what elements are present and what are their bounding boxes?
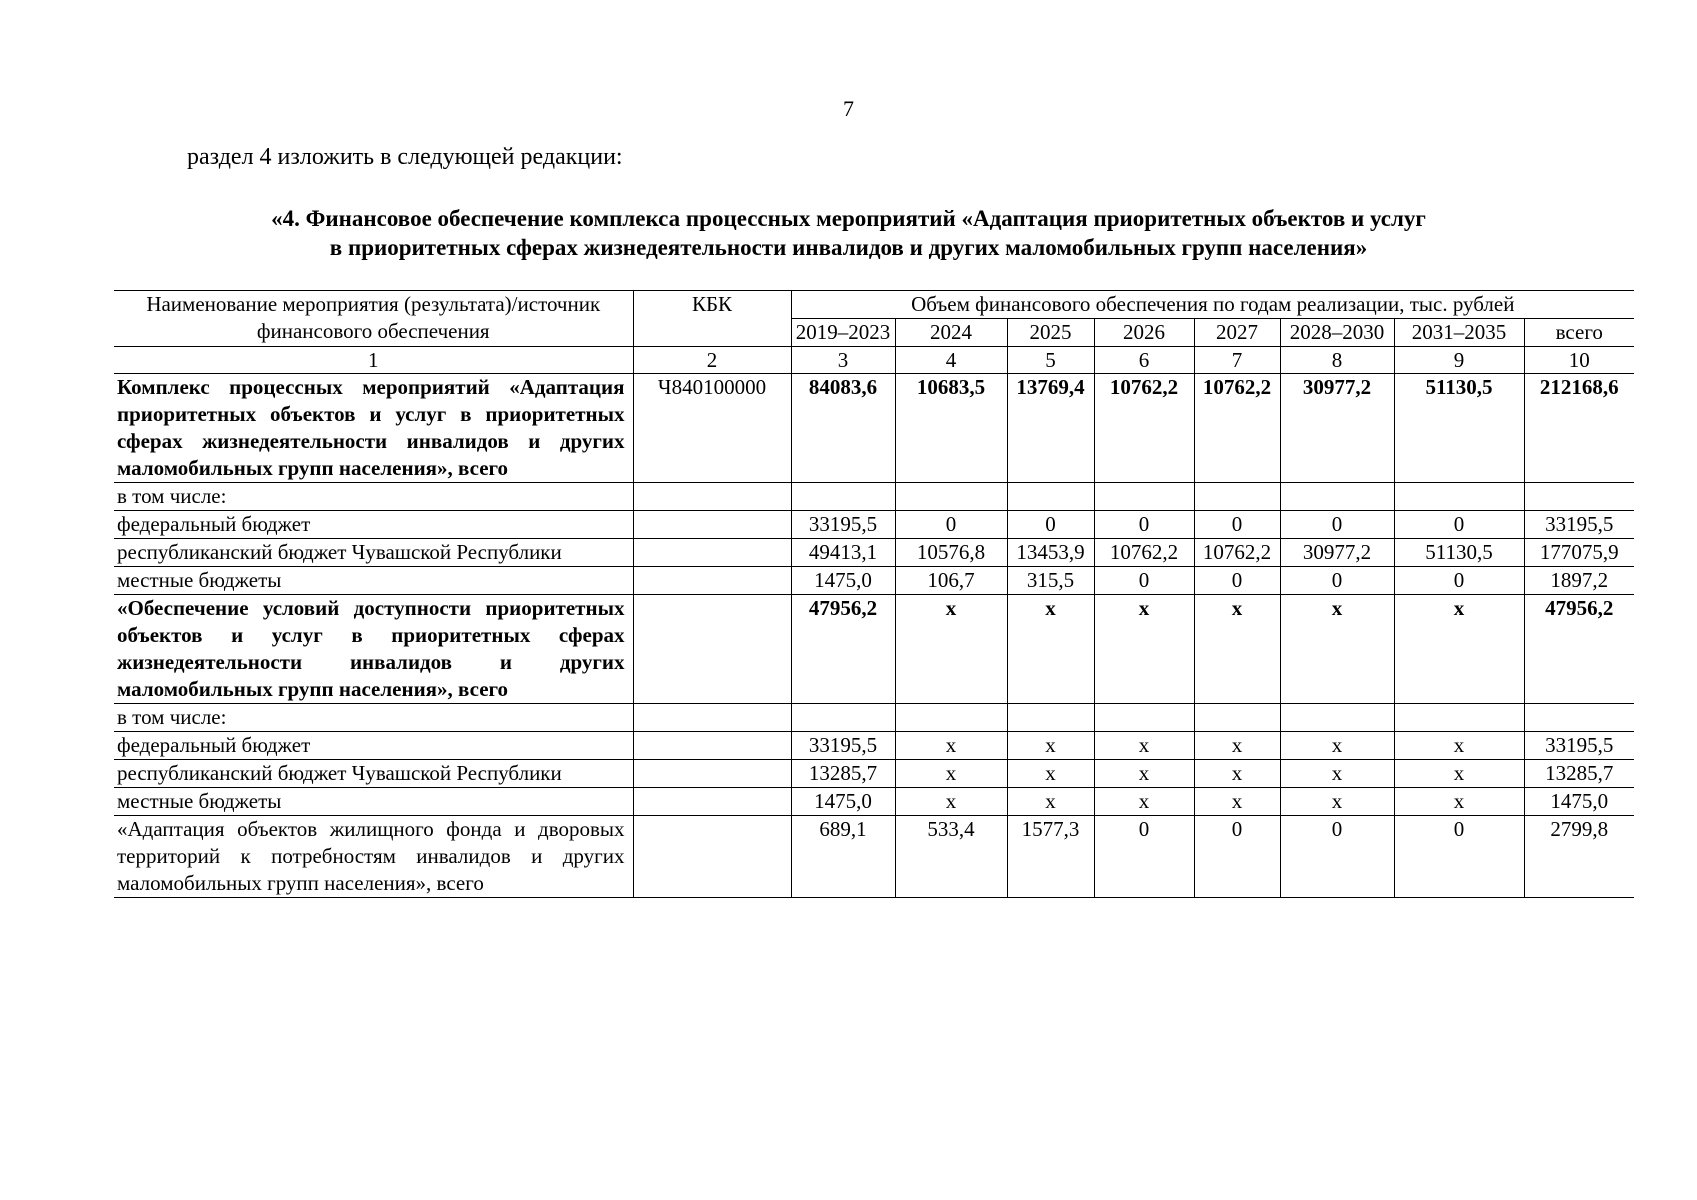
row-value-cell: 13285,7 bbox=[791, 760, 895, 788]
row-value-cell: x bbox=[1094, 760, 1194, 788]
column-number-cell: 2 bbox=[633, 347, 791, 374]
row-value-cell bbox=[895, 704, 1007, 732]
row-value-cell: x bbox=[1394, 760, 1524, 788]
header-year-cell: 2024 bbox=[895, 319, 1007, 347]
row-value-cell bbox=[791, 483, 895, 511]
row-value-cell: 10762,2 bbox=[1194, 374, 1280, 483]
row-value-cell: 0 bbox=[1094, 511, 1194, 539]
row-value-cell: 0 bbox=[1194, 816, 1280, 898]
header-year-cell: 2019–2023 bbox=[791, 319, 895, 347]
row-name-cell: в том числе: bbox=[114, 704, 633, 732]
row-value-cell: 51130,5 bbox=[1394, 374, 1524, 483]
intro-text: раздел 4 изложить в следующей редакции: bbox=[187, 144, 623, 170]
row-name-cell: «Обеспечение условий доступности приоритетных объектов и услуг в приоритетных сферах жизнедеятельности инвалидов и других маломобильных групп населения», всего bbox=[114, 595, 633, 704]
row-value-cell: 0 bbox=[1194, 567, 1280, 595]
row-value-cell: 0 bbox=[1007, 511, 1094, 539]
page-number: 7 bbox=[843, 96, 854, 121]
column-number-cell: 8 bbox=[1280, 347, 1394, 374]
row-total-cell: 47956,2 bbox=[1524, 595, 1634, 704]
table-row bbox=[114, 483, 1634, 511]
column-number-cell: 3 bbox=[791, 347, 895, 374]
row-value-cell: 10683,5 bbox=[895, 374, 1007, 483]
row-value-cell: 30977,2 bbox=[1280, 539, 1394, 567]
column-number-cell: 9 bbox=[1394, 347, 1524, 374]
row-value-cell: 106,7 bbox=[895, 567, 1007, 595]
row-value-cell bbox=[1194, 483, 1280, 511]
row-name-cell: республиканский бюджет Чувашской Республики bbox=[114, 760, 633, 788]
header-year-cell: 2025 bbox=[1007, 319, 1094, 347]
row-value-cell: x bbox=[1394, 732, 1524, 760]
row-value-cell bbox=[1394, 704, 1524, 732]
row-value-cell: x bbox=[1094, 788, 1194, 816]
table-header-row-1 bbox=[114, 291, 1634, 319]
row-value-cell: x bbox=[1194, 732, 1280, 760]
header-year-cell: 2031–2035 bbox=[1394, 319, 1524, 347]
row-value-cell: 0 bbox=[1394, 816, 1524, 898]
table-row bbox=[114, 511, 1634, 539]
section-title-line-1: «4. Финансовое обеспечение комплекса процессных мероприятий «Адаптация приоритетных объектов и услуг bbox=[271, 206, 1426, 231]
row-total-cell: 13285,7 bbox=[1524, 760, 1634, 788]
row-value-cell: 49413,1 bbox=[791, 539, 895, 567]
header-year-cell: 2028–2030 bbox=[1280, 319, 1394, 347]
row-value-cell: 0 bbox=[895, 511, 1007, 539]
row-value-cell bbox=[1280, 483, 1394, 511]
row-value-cell: x bbox=[1280, 788, 1394, 816]
row-value-cell: 0 bbox=[1194, 511, 1280, 539]
row-value-cell bbox=[1394, 483, 1524, 511]
row-kbk-cell bbox=[633, 732, 791, 760]
column-number-cell: 10 bbox=[1524, 347, 1634, 374]
row-total-cell: 33195,5 bbox=[1524, 732, 1634, 760]
row-name-cell: «Адаптация объектов жилищного фонда и дворовых территорий к потребностям инвалидов и других маломобильных групп населения», всего bbox=[114, 816, 633, 898]
row-value-cell: 533,4 bbox=[895, 816, 1007, 898]
column-number-cell: 6 bbox=[1094, 347, 1194, 374]
column-number-cell: 5 bbox=[1007, 347, 1094, 374]
row-value-cell bbox=[1194, 704, 1280, 732]
header-name-cell: Наименование мероприятия (результата)/источник финансового обеспечения bbox=[114, 291, 633, 347]
row-kbk-cell: Ч840100000 bbox=[633, 374, 791, 483]
row-kbk-cell bbox=[633, 704, 791, 732]
row-kbk-cell bbox=[633, 567, 791, 595]
row-total-cell: 2799,8 bbox=[1524, 816, 1634, 898]
row-value-cell: 10762,2 bbox=[1094, 539, 1194, 567]
row-value-cell bbox=[791, 704, 895, 732]
row-value-cell: x bbox=[895, 732, 1007, 760]
row-value-cell: 10762,2 bbox=[1094, 374, 1194, 483]
row-name-cell: Комплекс процессных мероприятий «Адаптация приоритетных объектов и услуг в приоритетных сферах жизнедеятельности инвалидов и других маломобильных групп населения», всего bbox=[114, 374, 633, 483]
row-value-cell: 0 bbox=[1280, 511, 1394, 539]
row-kbk-cell bbox=[633, 816, 791, 898]
row-name-cell: федеральный бюджет bbox=[114, 511, 633, 539]
row-value-cell: x bbox=[1280, 760, 1394, 788]
row-value-cell: x bbox=[1394, 788, 1524, 816]
row-value-cell: 84083,6 bbox=[791, 374, 895, 483]
row-value-cell: 1475,0 bbox=[791, 788, 895, 816]
row-value-cell: x bbox=[895, 595, 1007, 704]
row-name-cell: местные бюджеты bbox=[114, 788, 633, 816]
row-total-cell: 177075,9 bbox=[1524, 539, 1634, 567]
table-row bbox=[114, 595, 1634, 704]
row-total-cell: 1475,0 bbox=[1524, 788, 1634, 816]
row-value-cell: 1475,0 bbox=[791, 567, 895, 595]
row-value-cell: x bbox=[1007, 760, 1094, 788]
row-value-cell: 13453,9 bbox=[1007, 539, 1094, 567]
row-name-cell: местные бюджеты bbox=[114, 567, 633, 595]
row-kbk-cell bbox=[633, 788, 791, 816]
row-value-cell: x bbox=[1007, 732, 1094, 760]
row-value-cell bbox=[1007, 704, 1094, 732]
row-kbk-cell bbox=[633, 760, 791, 788]
row-value-cell: x bbox=[1007, 788, 1094, 816]
row-total-cell bbox=[1524, 704, 1634, 732]
row-value-cell: 33195,5 bbox=[791, 732, 895, 760]
row-value-cell: x bbox=[1194, 760, 1280, 788]
row-value-cell: 47956,2 bbox=[791, 595, 895, 704]
row-name-cell: республиканский бюджет Чувашской Республики bbox=[114, 539, 633, 567]
row-value-cell: x bbox=[1280, 595, 1394, 704]
row-value-cell bbox=[895, 483, 1007, 511]
row-kbk-cell bbox=[633, 511, 791, 539]
row-kbk-cell bbox=[633, 539, 791, 567]
column-number-row bbox=[114, 347, 1634, 374]
row-value-cell: 0 bbox=[1280, 567, 1394, 595]
row-value-cell: x bbox=[1194, 595, 1280, 704]
row-value-cell bbox=[1007, 483, 1094, 511]
row-total-cell: 1897,2 bbox=[1524, 567, 1634, 595]
row-value-cell: 0 bbox=[1280, 816, 1394, 898]
row-total-cell: 212168,6 bbox=[1524, 374, 1634, 483]
row-total-cell bbox=[1524, 483, 1634, 511]
table-row bbox=[114, 704, 1634, 732]
table-row bbox=[114, 567, 1634, 595]
header-year-cell: 2026 bbox=[1094, 319, 1194, 347]
row-value-cell: 0 bbox=[1394, 567, 1524, 595]
table-row bbox=[114, 732, 1634, 760]
column-number-cell: 1 bbox=[114, 347, 633, 374]
table-row bbox=[114, 788, 1634, 816]
row-value-cell: 689,1 bbox=[791, 816, 895, 898]
table-row bbox=[114, 816, 1634, 898]
row-value-cell: x bbox=[1007, 595, 1094, 704]
row-value-cell: 51130,5 bbox=[1394, 539, 1524, 567]
row-value-cell: 13769,4 bbox=[1007, 374, 1094, 483]
row-value-cell: 1577,3 bbox=[1007, 816, 1094, 898]
row-value-cell: x bbox=[1094, 595, 1194, 704]
column-number-cell: 4 bbox=[895, 347, 1007, 374]
row-value-cell: 315,5 bbox=[1007, 567, 1094, 595]
row-value-cell: x bbox=[895, 760, 1007, 788]
row-value-cell: 30977,2 bbox=[1280, 374, 1394, 483]
row-value-cell: 33195,5 bbox=[791, 511, 895, 539]
row-name-cell: в том числе: bbox=[114, 483, 633, 511]
table-row bbox=[114, 374, 1634, 483]
row-value-cell: 0 bbox=[1094, 567, 1194, 595]
row-value-cell bbox=[1094, 704, 1194, 732]
row-value-cell: 10576,8 bbox=[895, 539, 1007, 567]
row-value-cell: x bbox=[895, 788, 1007, 816]
row-value-cell: x bbox=[1394, 595, 1524, 704]
header-year-cell: 2027 bbox=[1194, 319, 1280, 347]
header-volume-cell: Объем финансового обеспечения по годам реализации, тыс. рублей bbox=[791, 291, 1634, 319]
row-total-cell: 33195,5 bbox=[1524, 511, 1634, 539]
row-value-cell: x bbox=[1194, 788, 1280, 816]
row-value-cell: x bbox=[1280, 732, 1394, 760]
section-title-line-2: в приоритетных сферах жизнедеятельности инвалидов и других маломобильных групп населения» bbox=[329, 235, 1368, 260]
row-value-cell bbox=[1280, 704, 1394, 732]
row-name-cell: федеральный бюджет bbox=[114, 732, 633, 760]
column-number-cell: 7 bbox=[1194, 347, 1280, 374]
row-value-cell: 0 bbox=[1094, 816, 1194, 898]
row-value-cell: 0 bbox=[1394, 511, 1524, 539]
header-kbk-cell: КБК bbox=[633, 291, 791, 347]
row-value-cell: 10762,2 bbox=[1194, 539, 1280, 567]
section-title bbox=[110, 204, 1587, 262]
row-kbk-cell bbox=[633, 483, 791, 511]
row-kbk-cell bbox=[633, 595, 791, 704]
table-row bbox=[114, 760, 1634, 788]
table-row bbox=[114, 539, 1634, 567]
row-value-cell bbox=[1094, 483, 1194, 511]
financing-table bbox=[114, 290, 1634, 898]
row-value-cell: x bbox=[1094, 732, 1194, 760]
header-total-cell: всего bbox=[1524, 319, 1634, 347]
